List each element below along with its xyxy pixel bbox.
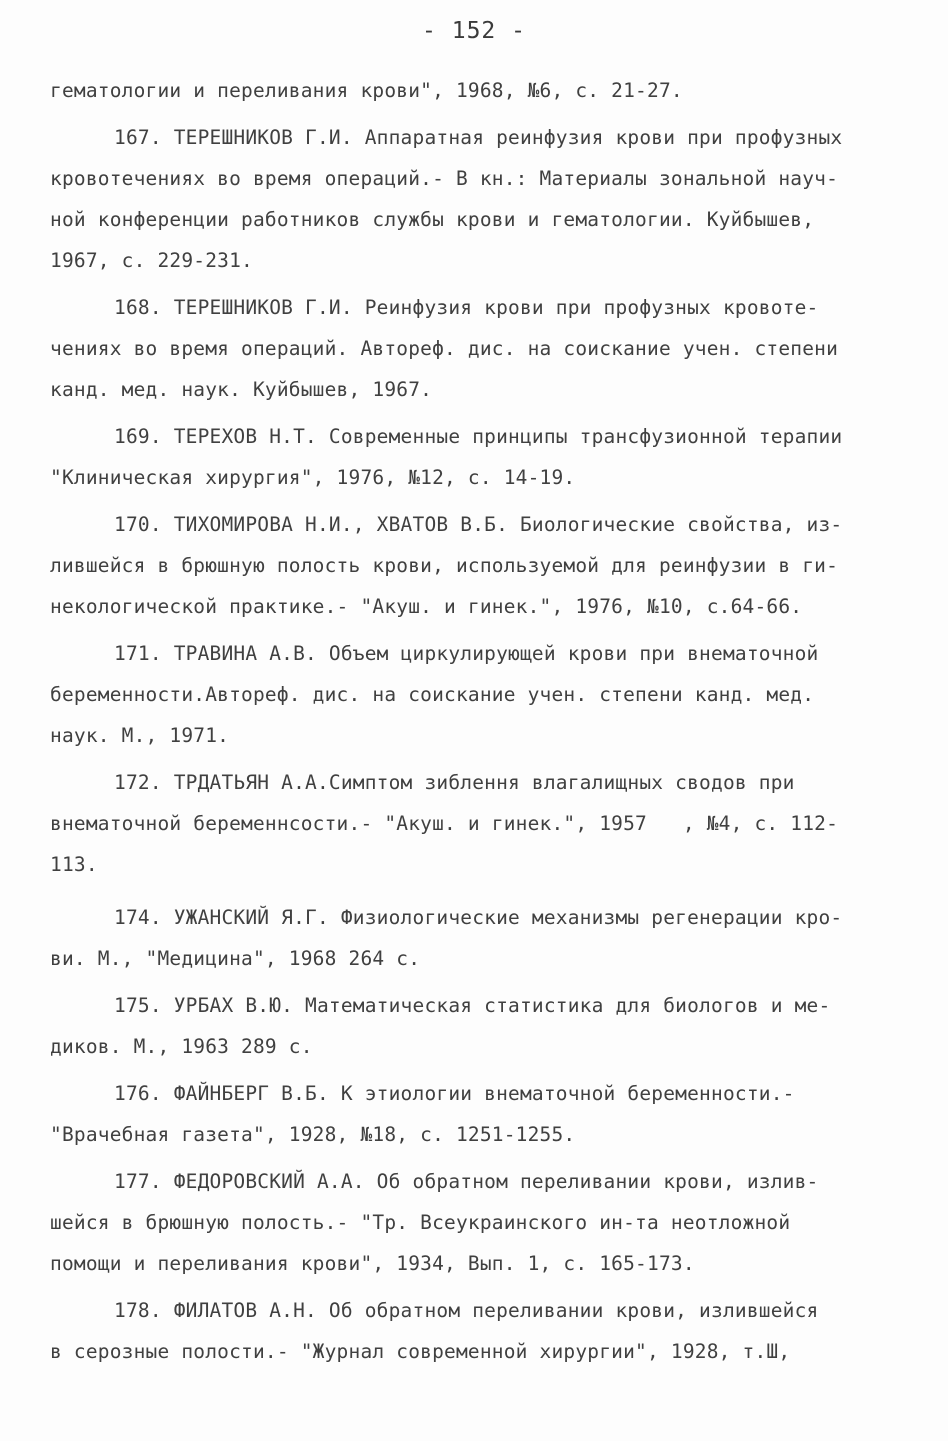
bibliography-entry-176-line-1: 176. ФАЙНБЕРГ В.Б. К этиологии внематочной беременности.-	[114, 1082, 795, 1105]
text-line: диков. М., 1963 289 с.	[50, 1035, 313, 1058]
bibliography-entry-174-line-1: 174. УЖАНСКИЙ Я.Г. Физиологические механизмы регенерации кро-	[114, 906, 843, 929]
text-line: 113.	[50, 853, 98, 876]
text-line: чениях во время операций. Автореф. дис. на соискание учен. степени	[50, 337, 839, 360]
bibliography-entry-170-line-1: 170. ТИХОМИРОВА Н.И., ХВАТОВ В.Б. Биологические свойства, из-	[114, 513, 843, 536]
text-line: кровотечениях во время операций.- В кн.: Материалы зональной науч-	[50, 167, 839, 190]
text-line: шейся в брюшную полость.- "Тр. Всеукраинского ин-та неотложной	[50, 1211, 791, 1234]
text-line: помощи и переливания крови", 1934, Вып. 1, с. 165-173.	[50, 1252, 695, 1275]
text-line: гематологии и переливания крови", 1968, №6, с. 21-27.	[50, 79, 683, 102]
text-line: ви. М., "Медицина", 1968 264 с.	[50, 947, 421, 970]
bibliography-entry-177-line-1: 177. ФЕДОРОВСКИЙ А.А. Об обратном переливании крови, излив-	[114, 1170, 819, 1193]
text-line: "Клиническая хирургия", 1976, №12, с. 14-19.	[50, 466, 576, 489]
page-number: - 152 -	[422, 18, 526, 44]
text-line: внематочной беременнсости.- "Акуш. и гинек.", 1957 , №4, с. 112-	[50, 812, 839, 835]
text-line: 1967, с. 229-231.	[50, 249, 253, 272]
bibliography-entry-172-line-1: 172. ТРДАТЬЯН А.А.Симптом зиблення влагалищных сводов при	[114, 771, 795, 794]
text-line: канд. мед. наук. Куйбышев, 1967.	[50, 378, 433, 401]
bibliography-entry-168-line-1: 168. ТЕРЕШНИКОВ Г.И. Реинфузия крови при профузных кровоте-	[114, 296, 819, 319]
bibliography-list	[50, 70, 900, 1372]
text-line: ной конференции работников службы крови и гематологии. Куйбышев,	[50, 208, 815, 231]
bibliography-entry-171-line-1: 171. ТРАВИНА А.В. Объем циркулирующей крови при внематочной	[114, 642, 819, 665]
bibliography-entry-167-line-1: 167. ТЕРЕШНИКОВ Г.И. Аппаратная реинфузия крови при профузных	[114, 126, 843, 149]
text-line: наук. М., 1971.	[50, 724, 230, 747]
text-line: беременности.Автореф. дис. на соискание учен. степени канд. мед.	[50, 683, 815, 706]
bibliography-entry-175-line-1: 175. УРБАХ В.Ю. Математическая статистика для биологов и ме-	[114, 994, 831, 1017]
bibliography-entry-178-line-1: 178. ФИЛАТОВ А.Н. Об обратном переливании крови, излившейся	[114, 1299, 819, 1322]
text-line: лившейся в брюшную полость крови, используемой для реинфузии в ги-	[50, 554, 839, 577]
bibliography-entry-169-line-1: 169. ТЕРЕХОВ Н.Т. Современные принципы трансфузионной терапии	[114, 425, 843, 448]
text-line: в серозные полости.- "Журнал современной хирургии", 1928, т.Ш,	[50, 1340, 791, 1363]
text-line: некологической практике.- "Акуш. и гинек.", 1976, №10, с.64-66.	[50, 595, 803, 618]
text-line: "Врачебная газета", 1928, №18, с. 1251-1255.	[50, 1123, 576, 1146]
